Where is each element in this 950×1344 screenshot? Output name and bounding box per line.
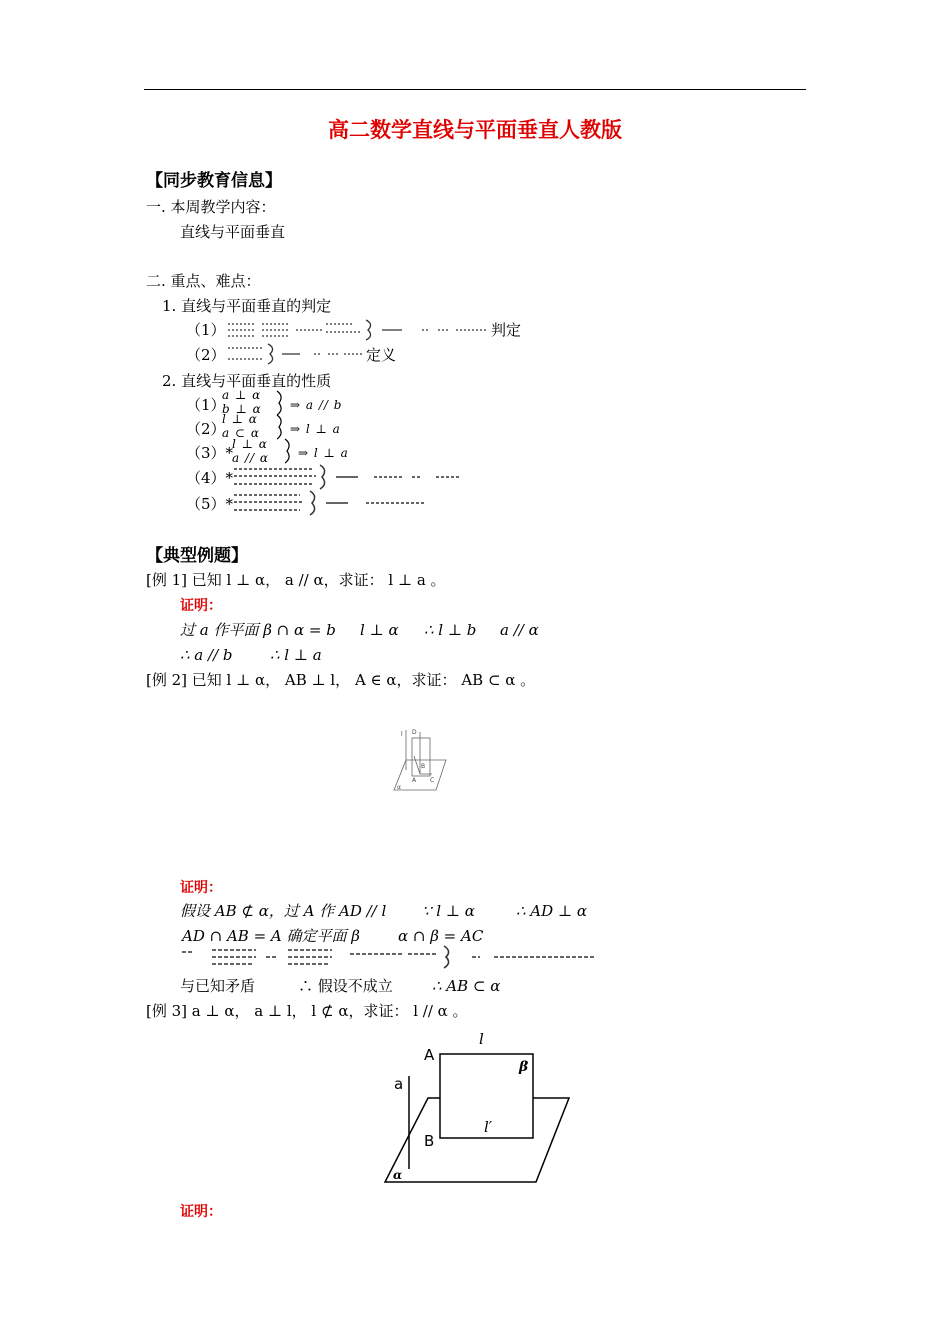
brace-2-3 — [284, 438, 294, 464]
example-1-statement: [例 1] 已知 l ⊥ α， a // α，求证： l ⊥ a 。 — [146, 571, 446, 589]
fig3-label-l: l — [479, 1030, 484, 1048]
fig2-line-AB — [414, 756, 420, 774]
example-1-proof-line-1b: l ⊥ α — [360, 621, 399, 639]
example-3-statement: [例 3] a ⊥ α， a ⊥ l， l ⊄ α，求证： l // α 。 — [146, 1002, 468, 1020]
point-2-5-number: （5）* — [186, 495, 234, 513]
fig3-label-A: A — [424, 1046, 435, 1064]
example-2-proof-line-4b: ∴ 假设不成立 — [298, 977, 393, 995]
garbled-formula-2-5 — [232, 489, 428, 517]
point-1-2-number: （2） — [186, 346, 226, 364]
brace-2-1 — [276, 390, 286, 416]
point-1-2-word: 定义 — [366, 346, 397, 364]
fig3-label-a: a — [394, 1075, 404, 1093]
point-2-3-result: ⇒ l ⊥ a — [298, 446, 349, 460]
point-2-3-number: （3）* — [186, 444, 234, 462]
example-3-proof-label: 证明： — [180, 1204, 222, 1220]
fig2-label-l: l — [401, 731, 403, 738]
point-2-2-number: （2） — [186, 420, 226, 438]
point-2-4-number: （4）* — [186, 469, 234, 487]
example-1-proof-line-2b: ∴ l ⊥ a — [270, 646, 322, 664]
example-2-proof-line-4a: 与已知矛盾 — [180, 977, 256, 995]
fig3-label-B: B — [424, 1132, 435, 1150]
point-2-1-premise-b: b ⊥ α — [222, 402, 262, 416]
example-1-proof-line-1c: ∴ l ⊥ b — [424, 621, 477, 639]
fig2-label-B: B — [421, 763, 426, 770]
item-weekly-content-text: 直线与平面垂直 — [180, 223, 286, 241]
example-2-statement: [例 2] 已知 l ⊥ α， AB ⊥ l， A ∈ α，求证： AB ⊂ α 。 — [146, 671, 536, 689]
garbled-formula-ex2 — [182, 944, 602, 970]
section-header-examples: 【典型例题】 — [146, 546, 248, 566]
point-2-1-premise-a: a ⊥ α — [222, 388, 262, 402]
example-1-proof-line-2a: ∴ a // b — [180, 646, 233, 664]
example-2-proof-line-1c: ∴ AD ⊥ α — [516, 902, 587, 920]
example-3-figure — [380, 1026, 574, 1188]
example-2-proof-line-2b: α ∩ β = AC — [398, 927, 484, 945]
fig3-label-beta: β — [519, 1059, 529, 1075]
example-2-proof-label: 证明： — [180, 880, 222, 896]
point-2-heading: 2. 直线与平面垂直的性质 — [162, 372, 332, 390]
example-2-proof-line-4c: ∴ AB ⊂ α — [432, 977, 501, 995]
example-2-proof-line-1b: ∵ l ⊥ α — [422, 902, 475, 920]
fig3-label-l-prime: l′ — [484, 1118, 493, 1136]
item-key-points: 二. 重点、难点： — [146, 272, 261, 290]
example-2-proof-line-2a: AD ∩ AB = A 确定平面 β — [182, 927, 360, 945]
garbled-formula-1-2 — [226, 342, 366, 366]
point-2-2-result: ⇒ l ⊥ a — [290, 422, 341, 436]
point-1-heading: 1. 直线与平面垂直的判定 — [162, 297, 332, 315]
point-2-1-number: （1） — [186, 396, 226, 414]
page-title: 高二数学直线与平面垂直人教版 — [328, 117, 622, 142]
fig3-label-alpha: α — [393, 1168, 403, 1182]
fig2-label-A: A — [412, 777, 417, 784]
item-weekly-content: 一. 本周教学内容： — [146, 198, 276, 216]
example-2-figure — [392, 726, 448, 794]
point-2-2-premise-a: l ⊥ α — [222, 412, 258, 426]
example-1-proof-label: 证明： — [180, 598, 222, 614]
point-2-2-premise-b: a ⊂ α — [222, 426, 260, 440]
point-1-1-number: （1） — [186, 321, 226, 339]
point-2-1-result: ⇒ a // b — [290, 398, 343, 412]
garbled-formula-1-1 — [226, 318, 491, 342]
fig2-label-alpha: α — [397, 784, 401, 791]
point-2-3-premise-b: a // α — [232, 451, 269, 465]
top-rule — [144, 89, 806, 90]
example-1-proof-line-1a: 过 a 作平面 β ∩ α = b — [180, 621, 336, 639]
point-1-1-word: 判定 — [491, 321, 522, 339]
section-header-sync-info: 【同步教育信息】 — [146, 171, 282, 191]
fig2-label-C: C — [430, 777, 435, 784]
brace-2-2 — [276, 414, 286, 440]
point-2-3-premise-a: l ⊥ α — [232, 437, 268, 451]
example-1-proof-line-1d: a // α — [500, 621, 539, 639]
garbled-formula-2-4 — [232, 463, 464, 491]
example-2-proof-line-1a: 假设 AB ⊄ α，过 A 作 AD // l — [180, 902, 387, 920]
fig2-label-D: D — [412, 729, 417, 736]
